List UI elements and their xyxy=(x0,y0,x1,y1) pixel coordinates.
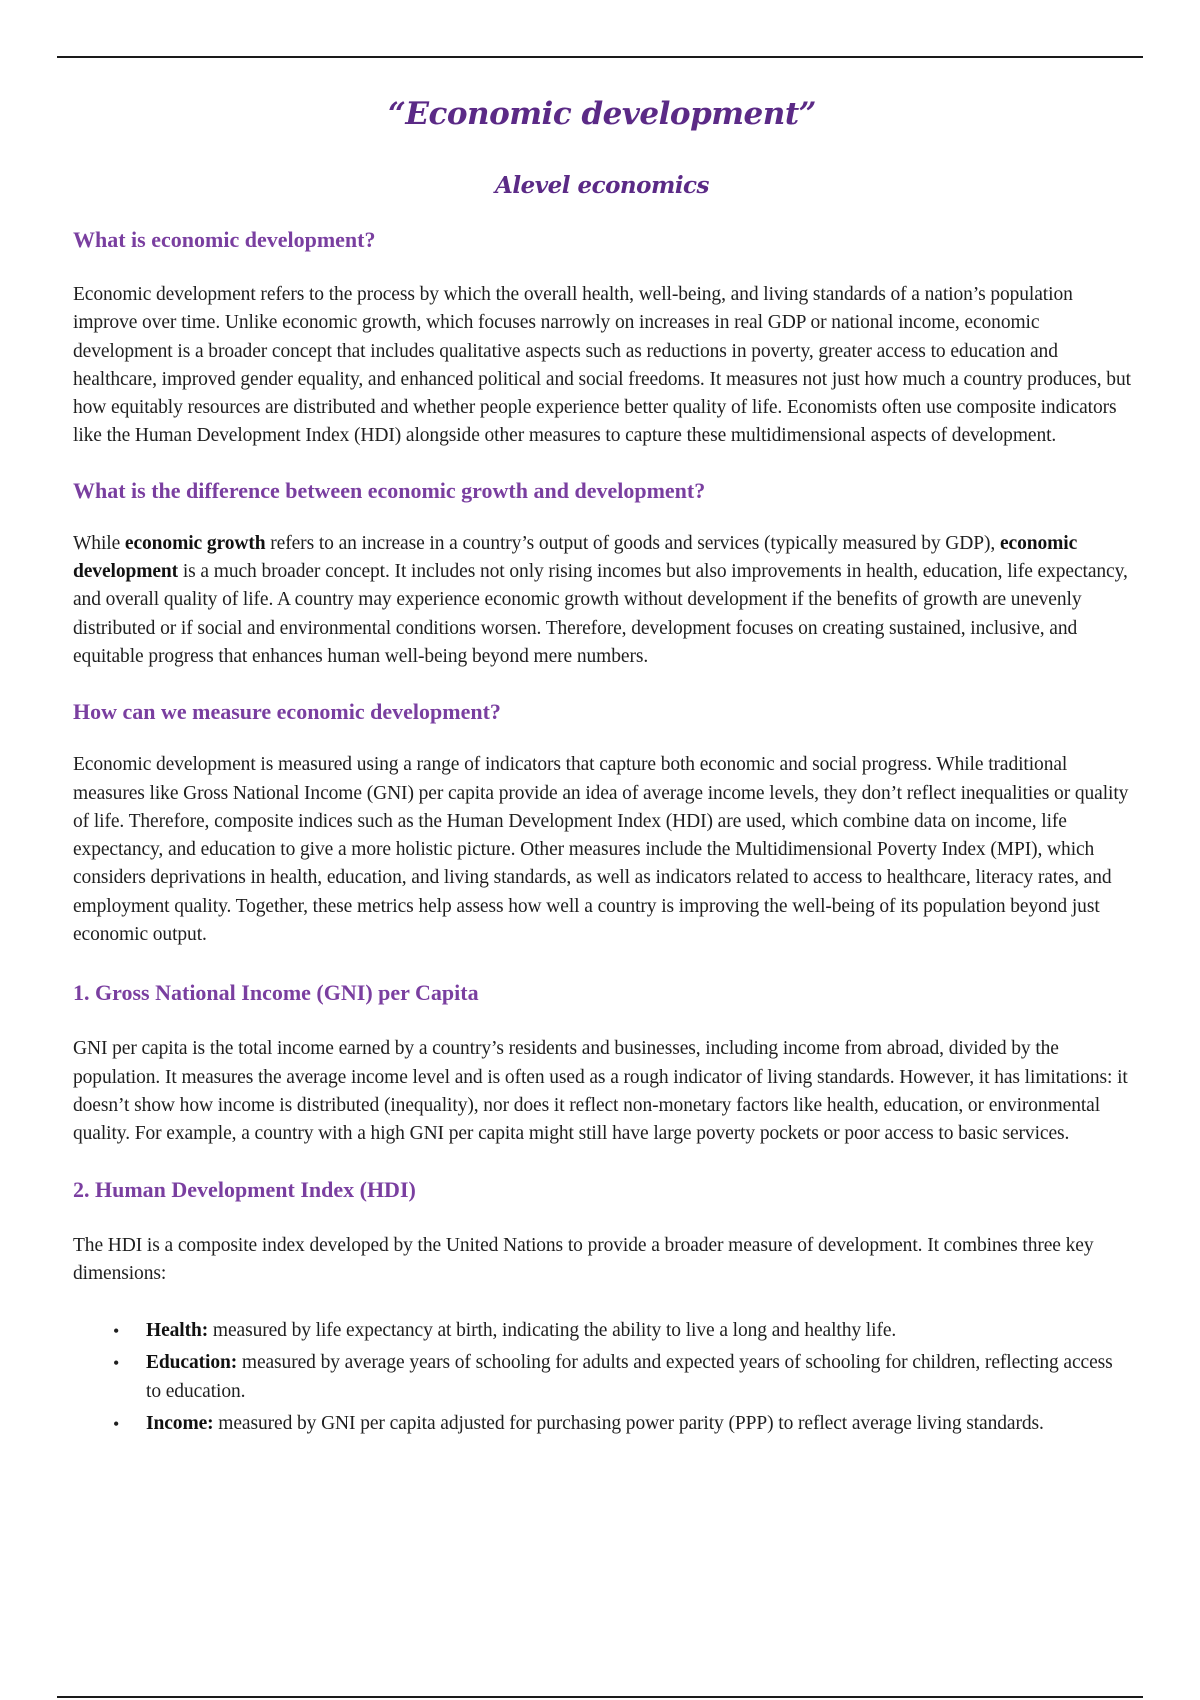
bullet-icon: • xyxy=(113,1353,120,1374)
section-paragraph-growth-vs-development xyxy=(73,530,1131,671)
list-item xyxy=(73,1410,1131,1438)
section-heading-hdi: 2. Human Development Index (HDI) xyxy=(73,1176,416,1202)
list-item-text: measured by life expectancy at birth, indicating the ability to live a long and healthy life. xyxy=(208,1320,897,1342)
section-heading-growth-vs-development: What is the difference between economic growth and development? xyxy=(73,477,706,503)
term-economic-development: economic development xyxy=(73,532,1078,583)
term-economic-growth: economic growth xyxy=(124,532,266,554)
list-item xyxy=(73,1317,1131,1345)
list-item xyxy=(73,1349,1131,1406)
bullet-icon: • xyxy=(113,1414,120,1435)
document-body xyxy=(73,92,1131,1442)
section-paragraph-what-is-development: Economic development refers to the process by which the overall health, well-being, and living standards of a nation’s population improve over time. Unlike economic growth, which focuses narrowly on increases in real GDP or national income, economic development is a broader concept that includes qualitative aspects such as reductions in poverty, greater access to education and healthcare, improved gender equality, and enhanced political and social freedoms. It measures not just how much a country produces, but how equitably resources are distributed and whether people experience better quality of life. Economists often use composite indicators like the Human Development Index (HDI) alongside other measures to capture these multidimensional aspects of development. xyxy=(73,284,1131,447)
document-title: “Economic development” xyxy=(388,96,816,132)
paragraph-text: refers to an increase in a country’s output of goods and services (typically measured by GDP), xyxy=(265,532,1000,554)
bullet-icon: • xyxy=(113,1321,120,1342)
hdi-dimensions-list xyxy=(73,1317,1131,1438)
list-item-text: measured by GNI per capita adjusted for purchasing power parity (PPP) to reflect average living standards. xyxy=(213,1413,1044,1435)
section-heading-measuring-development: How can we measure economic development? xyxy=(73,699,501,725)
section-heading-gni-per-capita: 1. Gross National Income (GNI) per Capita xyxy=(73,980,479,1006)
list-item-term: Health: xyxy=(146,1320,209,1342)
paragraph-text: While xyxy=(73,532,125,554)
section-paragraph-gni-per-capita: GNI per capita is the total income earned by a country’s residents and businesses, including income from abroad, divided by the population. It measures the average income level and is often used as a rough indicator of living standards. However, it has limitations: it doesn’t show how income is distributed (inequality), nor does it reflect non-monetary factors like health, education, or environmental quality. For example, a country with a high GNI per capita might still have large poverty pockets or poor access to basic services. xyxy=(73,1038,1128,1145)
list-item-term: Education: xyxy=(146,1352,238,1374)
list-item-term: Income: xyxy=(146,1413,214,1435)
top-rule xyxy=(57,56,1143,58)
section-heading-what-is-development: What is economic development? xyxy=(73,227,376,252)
section-paragraph-hdi: The HDI is a composite index developed by the United Nations to provide a broader measure of development. It combines three key dimensions: xyxy=(73,1234,1094,1284)
section-paragraph-measuring-development: Economic development is measured using a range of indicators that capture both economic and social progress. While traditional measures like Gross National Income (GNI) per capita provide an idea of average income levels, they don’t reflect inequalities or quality of life. Therefore, composite indices such as the Human Development Index (HDI) are used, which combine data on income, life expectancy, and education to give a more holistic picture. Other measures include the Multidimensional Poverty Index (MPI), which considers deprivations in health, education, and living standards, as well as indicators related to access to healthcare, literacy rates, and employment quality. Together, these metrics help assess how well a country is improving the well-being of its population beyond just economic output. xyxy=(73,754,1129,946)
document-subtitle: Alevel economics xyxy=(494,172,710,199)
paragraph-text: is a much broader concept. It includes not only rising incomes but also improvements in health, education, life expectancy, and overall quality of life. A country may experience economic growth without development if the benefits of growth are unevenly distributed or if social and environmental conditions worsen. Therefore, development focuses on creating sustained, inclusive, and equitable progress that enhances human well-being beyond mere numbers. xyxy=(73,561,1128,667)
list-item-text: measured by average years of schooling for adults and expected years of schooling for children, reflecting access to education. xyxy=(146,1352,1113,1402)
bottom-rule xyxy=(57,1696,1143,1698)
